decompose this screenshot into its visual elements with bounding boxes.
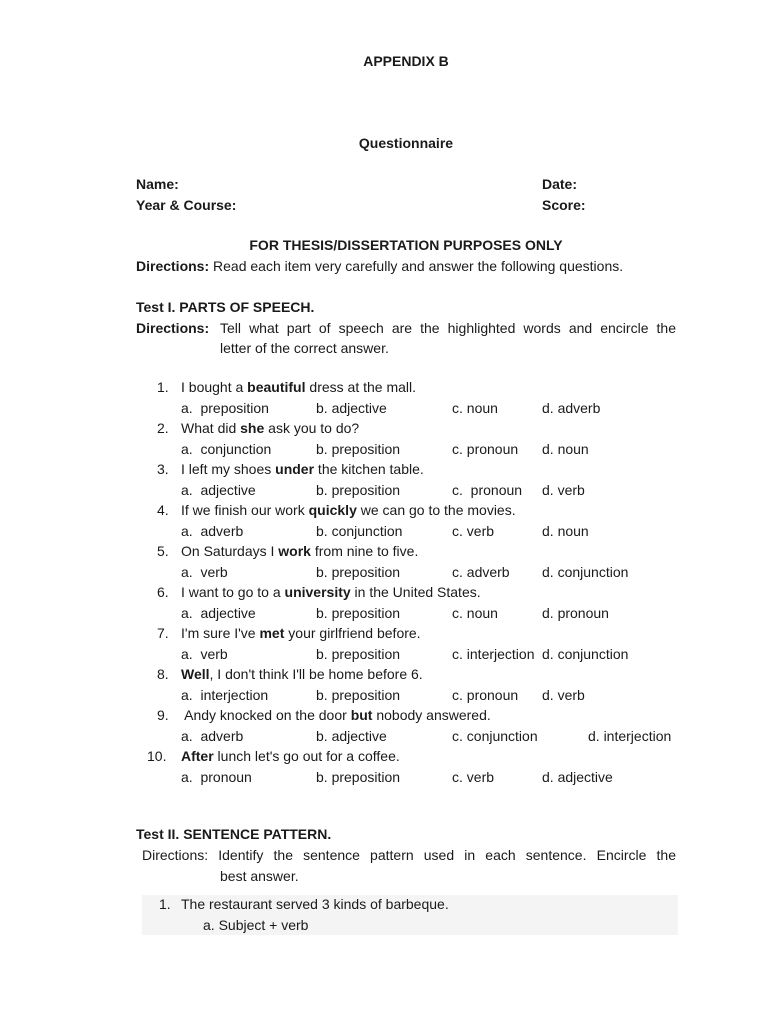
answer-option-c[interactable]: c. adverb	[452, 564, 510, 580]
answer-option-c[interactable]: c. pronoun	[452, 482, 523, 498]
question-text	[181, 625, 421, 641]
questionnaire-title: Questionnaire	[358, 135, 454, 151]
question-text	[181, 584, 481, 600]
answer-option-c[interactable]: c. noun	[452, 400, 498, 416]
test1-directions-line2: letter of the correct answer.	[220, 340, 389, 356]
question-text	[181, 666, 423, 682]
highlighted-word: she	[240, 420, 265, 436]
question-number: 2.	[157, 420, 169, 436]
question-text-pre: I want to go to a	[181, 584, 285, 600]
test2-directions-line2: best answer.	[220, 868, 299, 884]
answer-option-a[interactable]: a. interjection	[181, 687, 269, 703]
answer-option-d[interactable]: d. adjective	[542, 769, 613, 785]
question-text-pre: Andy knocked on the door	[181, 707, 351, 723]
answer-option-d[interactable]: d. adverb	[542, 400, 601, 416]
answer-option-b[interactable]: b. preposition	[316, 564, 401, 580]
answer-option-d[interactable]: d. noun	[542, 441, 589, 457]
question-text-post: the kitchen table.	[314, 461, 424, 477]
question-text	[181, 748, 400, 764]
general-directions-label: Directions:	[136, 258, 210, 274]
date-field-label: Date:	[542, 176, 578, 192]
question-number: 10.	[147, 748, 167, 764]
test2-title: Test II. SENTENCE PATTERN.	[136, 826, 332, 842]
answer-option-b[interactable]: b. adjective	[316, 400, 387, 416]
question-text	[181, 502, 516, 518]
question-text-post: lunch let's go out for a coffee.	[213, 748, 400, 764]
answer-option-d[interactable]: d. conjunction	[542, 646, 629, 662]
answer-option-d[interactable]: d. conjunction	[542, 564, 629, 580]
question-text-post: we can go to the movies.	[356, 502, 516, 518]
question-number: 6.	[157, 584, 169, 600]
answer-option-d[interactable]: d. verb	[542, 687, 585, 703]
question-text	[181, 420, 359, 436]
answer-option-c[interactable]: c. interjection	[452, 646, 535, 662]
score-field-label: Score:	[542, 197, 586, 213]
test1-directions-line1: Tell what part of speech are the highlighted words and encircle the	[220, 320, 676, 336]
question-text-post: dress at the mall.	[305, 379, 417, 395]
question-text-pre: I bought a	[181, 379, 248, 395]
highlighted-word: quickly	[308, 502, 357, 518]
question-text-pre: I left my shoes	[181, 461, 276, 477]
answer-option-d[interactable]: d. noun	[542, 523, 589, 539]
name-field-label: Name:	[136, 176, 179, 192]
test1-directions-label: Directions:	[136, 320, 210, 336]
question-text-post: nobody answered.	[372, 707, 491, 723]
question-text	[181, 461, 424, 477]
appendix-heading: APPENDIX B	[363, 53, 449, 69]
question-text	[181, 379, 416, 395]
answer-option-a[interactable]: a. adjective	[181, 605, 256, 621]
answer-option-c[interactable]: c. conjunction	[452, 728, 538, 744]
answer-option-a[interactable]: a. verb	[181, 646, 228, 662]
highlighted-word: university	[284, 584, 351, 600]
test2-item1-text: The restaurant served 3 kinds of barbeque.	[181, 896, 449, 912]
question-number: 3.	[157, 461, 169, 477]
highlighted-word: beautiful	[247, 379, 306, 395]
answer-option-b[interactable]: b. preposition	[316, 482, 401, 498]
test2-directions-line1: Directions: Identify the sentence pattern used in each sentence. Encircle the	[142, 847, 676, 863]
question-text	[181, 707, 491, 723]
question-number: 9.	[157, 707, 169, 723]
question-text-pre: If we finish our work	[181, 502, 309, 518]
question-number: 5.	[157, 543, 169, 559]
question-text-post: in the United States.	[350, 584, 481, 600]
answer-option-b[interactable]: b. preposition	[316, 441, 401, 457]
answer-option-a[interactable]: a. adverb	[181, 523, 244, 539]
highlighted-word: Well	[181, 666, 210, 682]
highlighted-word: under	[275, 461, 315, 477]
highlighted-word: work	[278, 543, 311, 559]
question-text-post: , I don't think I'll be home before 6.	[209, 666, 423, 682]
question-text-pre: I'm sure I've	[181, 625, 260, 641]
answer-option-b[interactable]: b. conjunction	[316, 523, 403, 539]
question-text-post: ask you to do?	[264, 420, 360, 436]
answer-option-b[interactable]: b. preposition	[316, 769, 401, 785]
answer-option-b[interactable]: b. adjective	[316, 728, 387, 744]
question-number: 7.	[157, 625, 169, 641]
answer-option-d[interactable]: d. pronoun	[542, 605, 609, 621]
answer-option-a[interactable]: a. verb	[181, 564, 228, 580]
question-number: 4.	[157, 502, 169, 518]
answer-option-c[interactable]: c. pronoun	[452, 687, 519, 703]
test2-item1-option-a: a. Subject + verb	[203, 917, 309, 933]
question-text	[181, 543, 418, 559]
question-number: 8.	[157, 666, 169, 682]
highlighted-word: After	[181, 748, 214, 764]
test2-item1-number: 1.	[159, 896, 171, 912]
answer-option-b[interactable]: b. preposition	[316, 646, 401, 662]
general-directions-text: Read each item very carefully and answer the following questions.	[213, 258, 624, 274]
highlighted-word: met	[259, 625, 285, 641]
answer-option-c[interactable]: c. pronoun	[452, 441, 519, 457]
question-text-pre: What did	[181, 420, 241, 436]
answer-option-a[interactable]: a. adverb	[181, 728, 244, 744]
answer-option-b[interactable]: b. preposition	[316, 605, 401, 621]
question-text-post: your girlfriend before.	[284, 625, 421, 641]
test1-title: Test I. PARTS OF SPEECH.	[136, 299, 315, 315]
answer-option-a[interactable]: a. conjunction	[181, 441, 272, 457]
answer-option-a[interactable]: a. preposition	[181, 400, 269, 416]
general-directions	[136, 258, 623, 274]
question-text-pre: On Saturdays I	[181, 543, 279, 559]
answer-option-a[interactable]: a. adjective	[181, 482, 256, 498]
question-number: 1.	[157, 379, 169, 395]
answer-option-d[interactable]: d. verb	[542, 482, 585, 498]
answer-option-c[interactable]: c. verb	[452, 769, 495, 785]
answer-option-a[interactable]: a. pronoun	[181, 769, 252, 785]
year-course-field-label: Year & Course:	[136, 197, 237, 213]
purpose-notice: FOR THESIS/DISSERTATION PURPOSES ONLY	[249, 237, 563, 253]
answer-option-d[interactable]: d. interjection	[588, 728, 672, 744]
answer-option-c[interactable]: c. verb	[452, 523, 495, 539]
answer-option-c[interactable]: c. noun	[452, 605, 498, 621]
answer-option-b[interactable]: b. preposition	[316, 687, 401, 703]
highlighted-word: but	[350, 707, 373, 723]
question-text-post: from nine to five.	[310, 543, 419, 559]
